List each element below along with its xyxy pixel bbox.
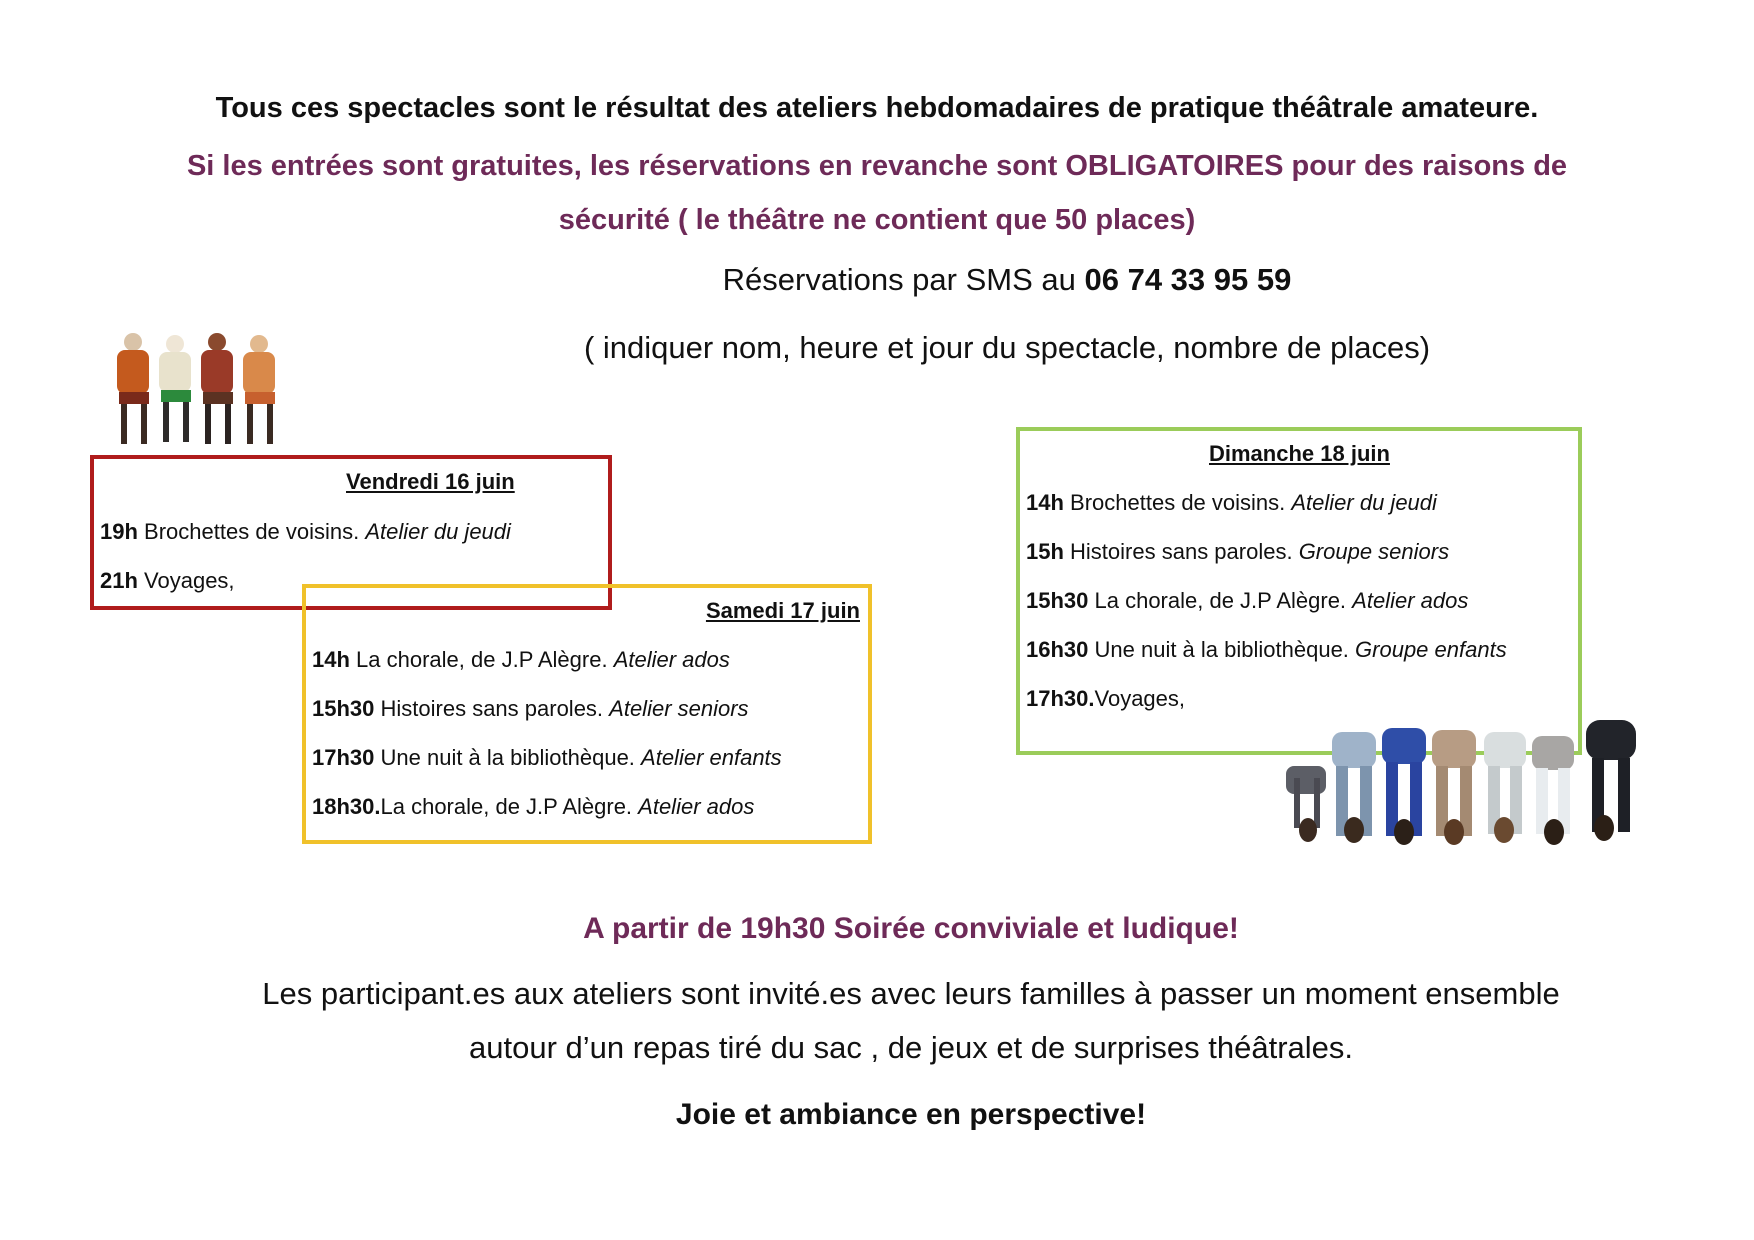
saturday-entry-3-group: Atelier enfants: [641, 745, 782, 770]
friday-entry-1-time: 19h: [100, 519, 138, 544]
friday-entry-2: [100, 568, 235, 594]
saturday-entry-3-text: Une nuit à la bibliothèque.: [374, 745, 642, 770]
sunday-entry-1: [1026, 490, 1437, 516]
saturday-entry-4-text: La chorale, de J.P Alègre.: [380, 794, 639, 819]
saturday-entry-4-group: Atelier ados: [638, 794, 755, 819]
evening-closing: Joie et ambiance en perspective!: [675, 1098, 1147, 1131]
sunday-entry-1-text: Brochettes de voisins.: [1063, 490, 1292, 515]
friday-entry-2-time: 21h: [100, 568, 138, 593]
sunday-entry-2-text: Histoires sans paroles.: [1063, 539, 1299, 564]
sunday-schedule-box: [1016, 427, 1582, 755]
saturday-entry-1: [312, 647, 730, 673]
friday-entry-1-group: Atelier du jeudi: [365, 519, 511, 544]
sunday-entry-3-group: Atelier ados: [1352, 588, 1469, 613]
sunday-entry-3: [1026, 588, 1468, 614]
saturday-entry-1-group: Atelier ados: [613, 647, 730, 672]
reservation-hint: ( indiquer nom, heure et jour du spectacle, nombre de places): [583, 330, 1431, 365]
sunday-entry-4-text: Une nuit à la bibliothèque.: [1088, 637, 1356, 662]
saturday-entry-3: [312, 745, 782, 771]
saturday-entry-1-time: 14h: [312, 647, 350, 672]
friday-entry-2-text: Voyages,: [137, 568, 235, 593]
saturday-entry-4: [312, 794, 754, 820]
sunday-entry-2: [1026, 539, 1449, 565]
saturday-schedule-box: [302, 584, 872, 844]
sunday-entry-4: [1026, 637, 1507, 663]
saturday-entry-4-time: 18h30.: [312, 794, 381, 819]
sunday-entry-5-time: 17h30.: [1026, 686, 1095, 711]
saturday-entry-2-time: 15h30: [312, 696, 375, 721]
sunday-entry-3-text: La chorale, de J.P Alègre.: [1088, 588, 1353, 613]
reservation-phone: 06 74 33 95 59: [1084, 262, 1292, 297]
sunday-entry-4-group: Groupe enfants: [1355, 637, 1507, 662]
children-photo: [1286, 718, 1666, 853]
intro-line-1: Tous ces spectacles sont le résultat des ateliers hebdomadaires de pratique théâtrale amateure.: [215, 92, 1539, 124]
saturday-entry-2: [312, 696, 749, 722]
friday-entry-1: [100, 519, 511, 545]
sunday-entry-5: [1026, 686, 1185, 712]
evening-text-2: autour d’un repas tiré du sac , de jeux et de surprises théâtrales.: [469, 1030, 1353, 1065]
intro-line-2a: Si les entrées sont gratuites, les réservations en revanche sont OBLIGATOIRES pour des raisons de: [186, 150, 1568, 182]
sunday-entry-2-group: Groupe seniors: [1298, 539, 1450, 564]
saturday-entry-2-group: Atelier seniors: [609, 696, 749, 721]
seniors-photo: [95, 328, 295, 458]
sunday-entry-3-time: 15h30: [1026, 588, 1089, 613]
evening-text-1: Les participant.es aux ateliers sont invité.es avec leurs familles à passer un moment ensemble: [262, 976, 1560, 1011]
sunday-entry-4-time: 16h30: [1026, 637, 1089, 662]
sunday-entry-1-time: 14h: [1026, 490, 1064, 515]
saturday-entry-1-text: La chorale, de J.P Alègre.: [349, 647, 614, 672]
reservation-prefix: Réservations par SMS au: [722, 262, 1085, 297]
friday-entry-1-text: Brochettes de voisins.: [137, 519, 366, 544]
saturday-entry-2-text: Histoires sans paroles.: [374, 696, 610, 721]
sunday-entry-2-time: 15h: [1026, 539, 1064, 564]
sunday-entry-5-text: Voyages,: [1094, 686, 1186, 711]
friday-title: Vendredi 16 juin: [346, 469, 515, 494]
intro-line-2b: sécurité ( le théâtre ne contient que 50 places): [558, 204, 1196, 236]
evening-heading: A partir de 19h30 Soirée conviviale et ludique!: [583, 912, 1239, 945]
saturday-title: Samedi 17 juin: [705, 598, 860, 623]
sunday-title: Dimanche 18 juin: [1209, 441, 1390, 466]
saturday-entry-3-time: 17h30: [312, 745, 375, 770]
reservation-line: [130, 262, 1754, 298]
sunday-entry-1-group: Atelier du jeudi: [1291, 490, 1437, 515]
